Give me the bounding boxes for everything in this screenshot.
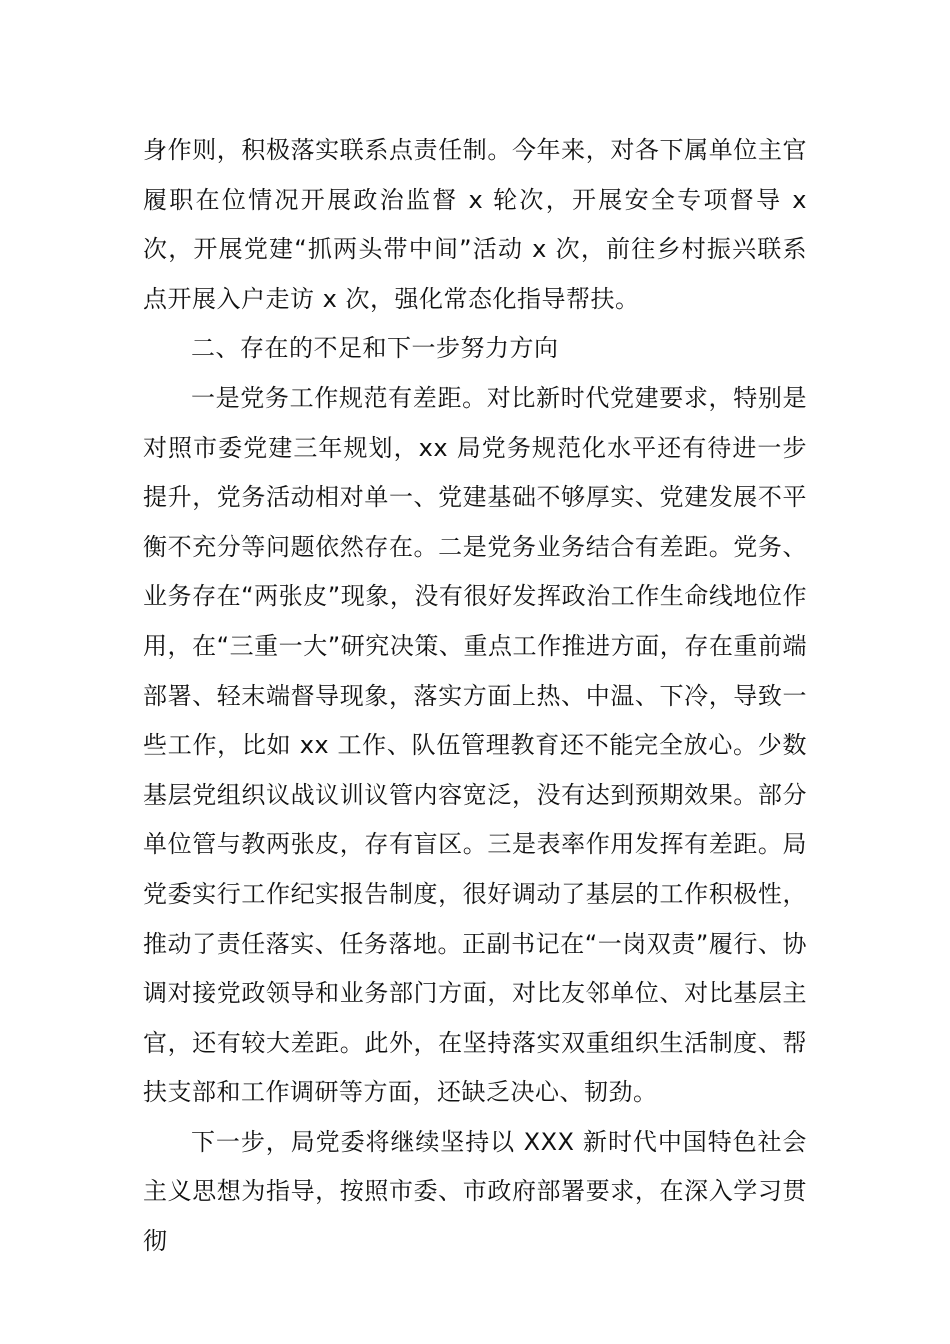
body-paragraph: 一是党务工作规范有差距。对比新时代党建要求，特别是对照市委党建三年规划，xx 局党务规范化水平还有待进一步提升，党务活动相对单一、党建基础不够厚实、党建发展不平衡不充分等问题依然存在。二是党务业务结合有差距。党务、业务存在“两张皮”现象，没有很好发挥政治工作生命线地位作用，在“三重一大”研究决策、重点工作推进方面，存在重前端部署、轻末端督导现象，落实方面上热、中温、下冷，导致一些工作，比如 xx 工作、队伍管理教育还不能完全放心。少数基层党组织议战议训议管内容宽泛，没有达到预期效果。部分单位管与教两张皮，存有盲区。三是表率作用发挥有差距。局党委实行工作纪实报告制度，很好调动了基层的工作积极性，推动了责任落实、任务落地。正副书记在“一岗双责”履行、协调对接党政领导和业务部门方面，对比友邻单位、对比基层主官，还有较大差距。此外，在坚持落实双重组织生活制度、帮扶支部和工作调研等方面，还缺乏决心、韧劲。 xyxy=(143,383,807,1107)
body-paragraph: 下一步，局党委将继续坚持以 XXX 新时代中国特色社会主义思想为指导，按照市委、市政府部署要求，在深入学习贯彻 xyxy=(143,1127,807,1256)
section-heading: 二、存在的不足和下一步努力方向 xyxy=(191,334,559,363)
body-paragraph: 身作则，积极落实联系点责任制。今年来，对各下属单位主官履职在位情况开展政治监督 x 轮次，开展安全专项督导 x 次，开展党建“抓两头带中间”活动 x 次，前往乡村振兴联系点开展入户走访 x 次，强化常态化指导帮扶。 xyxy=(143,136,807,313)
document-body xyxy=(143,126,807,1267)
